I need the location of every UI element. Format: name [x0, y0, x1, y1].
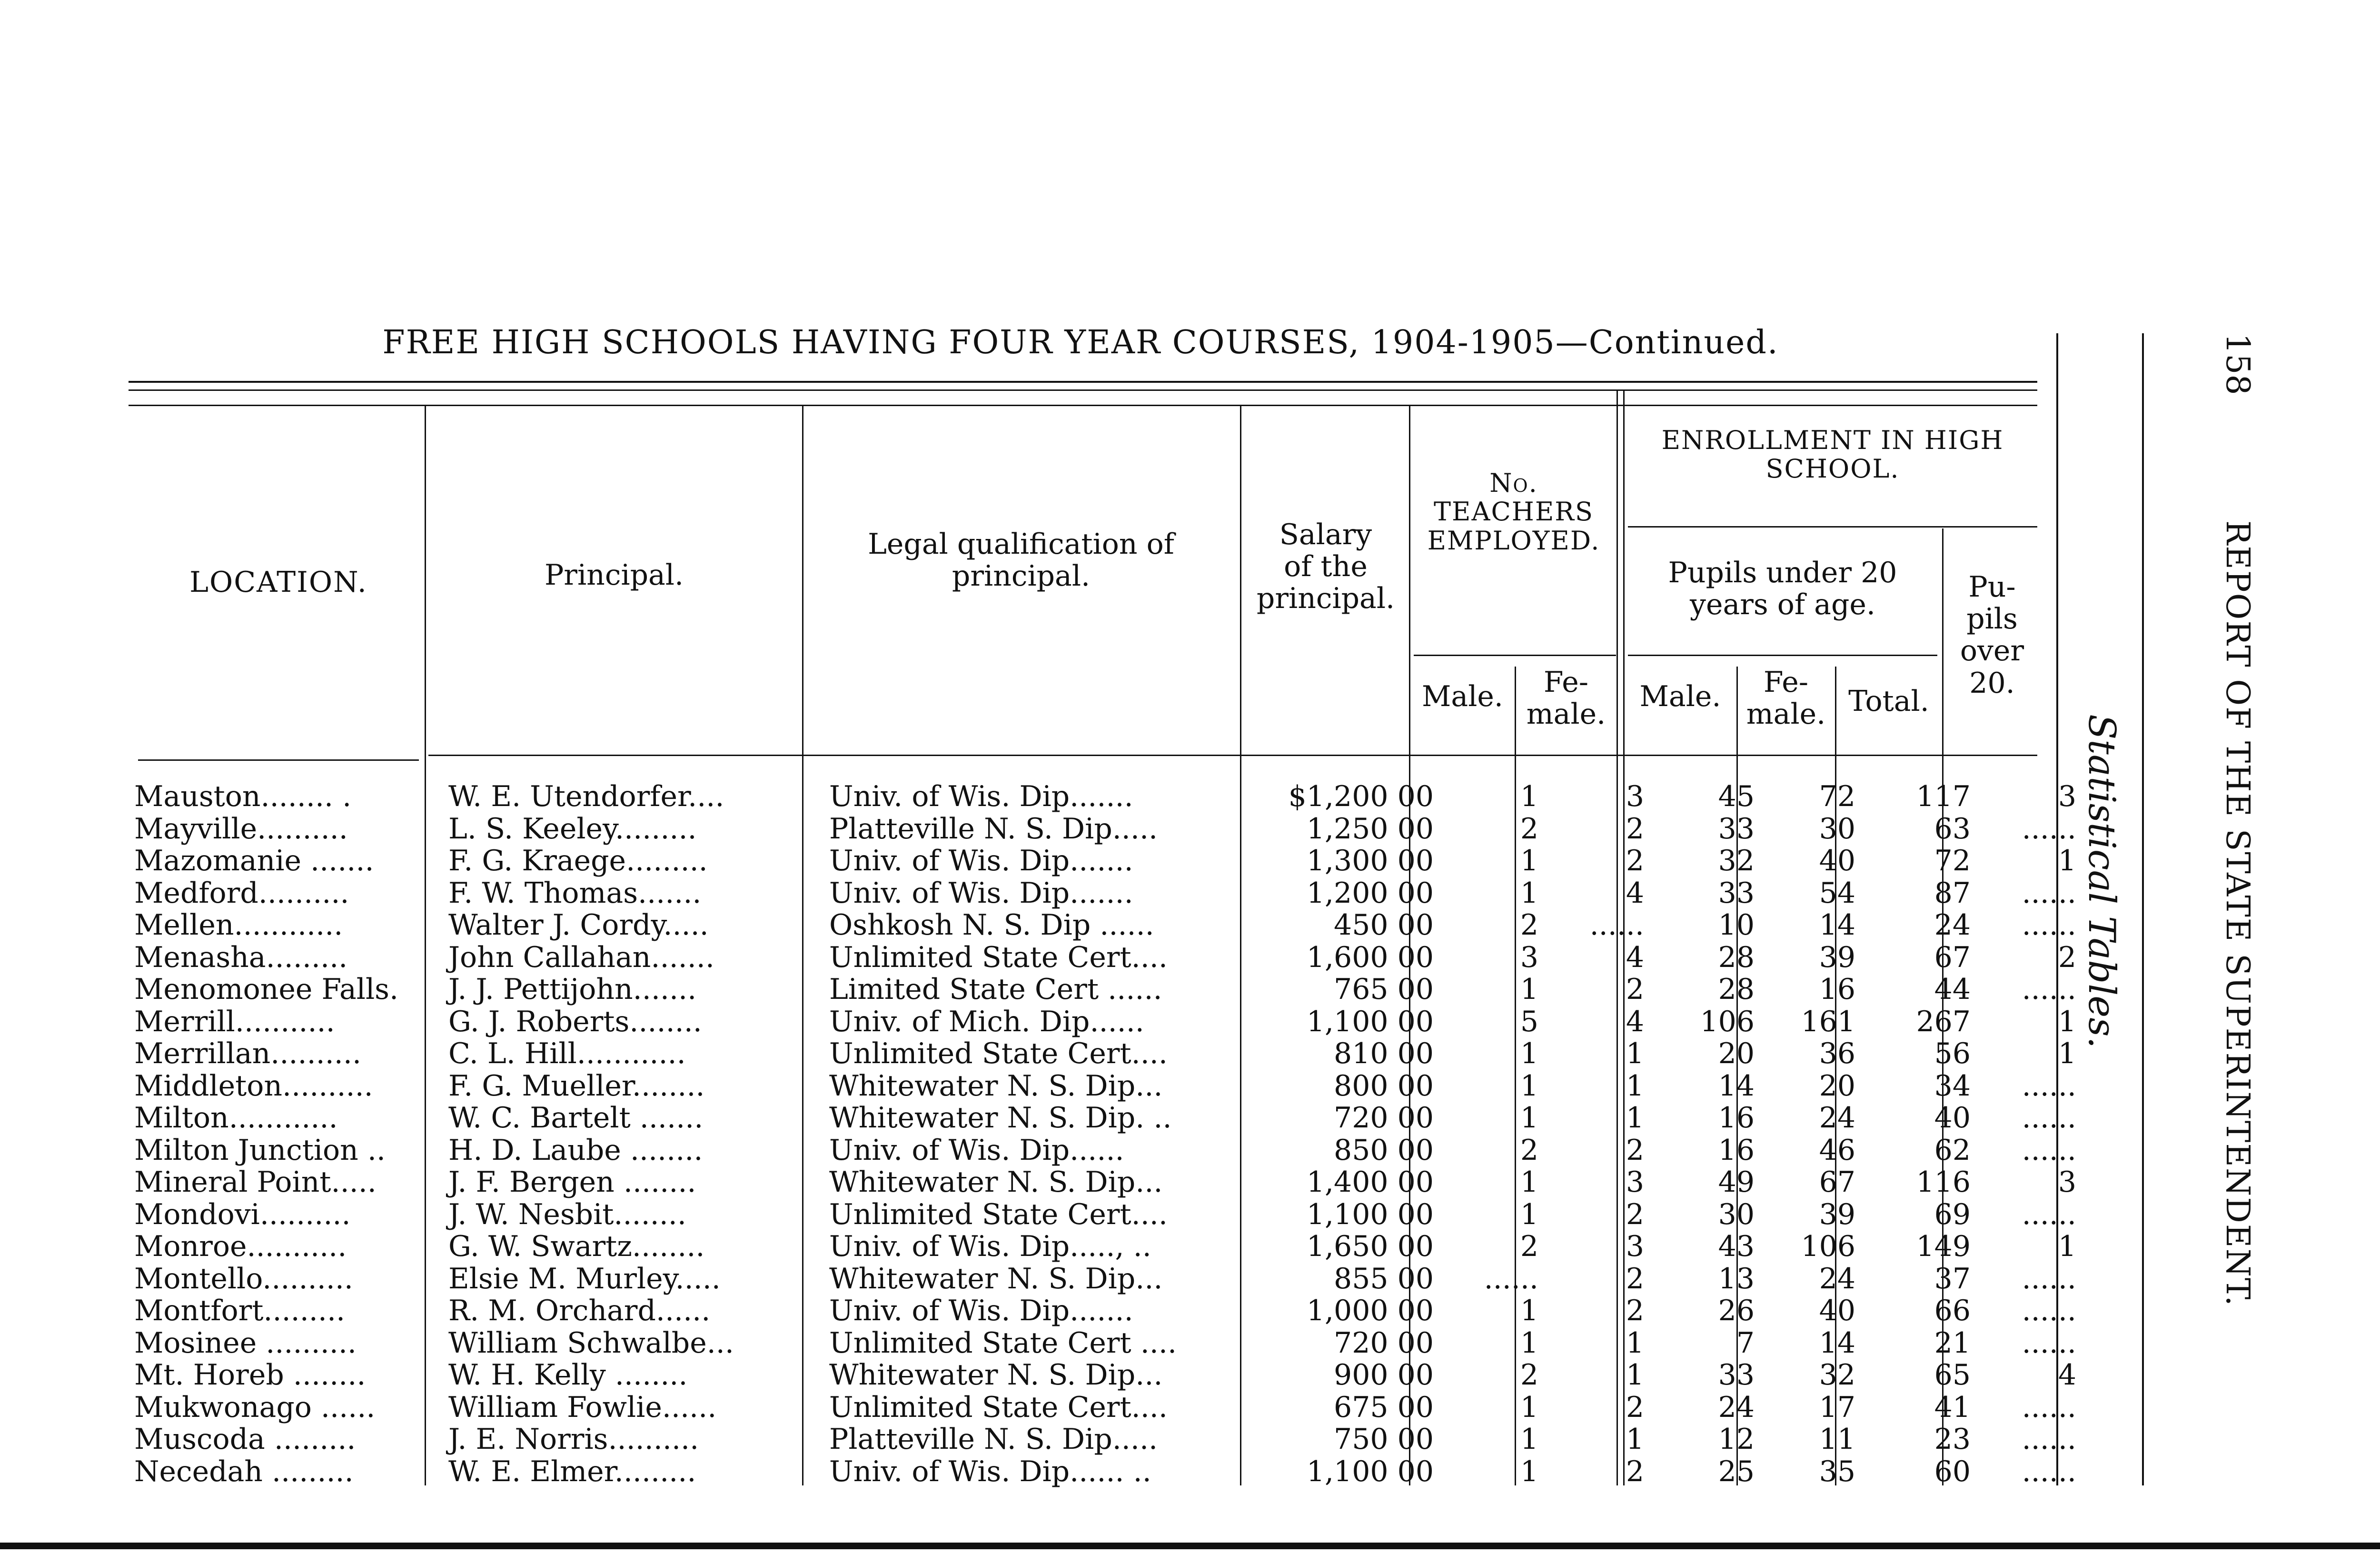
table-row [129, 1295, 2082, 1327]
pupils-male-cell: 49 [1718, 1166, 1755, 1199]
pupils-total-cell: 267 [1916, 1005, 1971, 1038]
legal-qualification-cell: Unlimited State Cert.... [829, 1037, 1168, 1070]
teachers-male-cell: 3 [1520, 940, 1538, 974]
pupils-total-cell: 117 [1916, 780, 1971, 813]
location-cell: Mauston........ . [134, 780, 352, 813]
pupils-male-cell: 14 [1718, 1069, 1755, 1103]
legal-qualification-cell: Univ. of Wis. Dip...... .. [829, 1454, 1151, 1488]
pupils-male-cell: 45 [1718, 780, 1755, 813]
header-enrollment [1626, 426, 2040, 484]
pupils-over-20-cell: ...... [2022, 1069, 2076, 1103]
pupils-female-cell: 14 [1819, 908, 1855, 942]
salary-cell: 810 00 [1334, 1037, 1434, 1070]
location-cell: Mt. Horeb ........ [134, 1358, 366, 1392]
pupils-female-cell: 24 [1819, 1262, 1855, 1295]
table-row [129, 781, 2082, 813]
pupils-over-20-cell: 1 [2058, 1005, 2076, 1038]
location-cell: Mondovi.......... [134, 1197, 351, 1231]
teachers-female-cell: 2 [1626, 844, 1644, 877]
pupils-total-cell: 21 [1934, 1326, 1971, 1360]
legal-qualification-cell: Whitewater N. S. Dip... [829, 1166, 1163, 1199]
header-principal: Principal. [544, 558, 684, 592]
principal-cell: R. M. Orchard...... [448, 1294, 711, 1327]
location-cell: Mukwonago ...... [134, 1390, 376, 1424]
pupils-over-20-cell: 4 [2058, 1358, 2076, 1392]
salary-cell: 855 00 [1334, 1262, 1434, 1295]
location-cell: Menasha......... [134, 940, 348, 974]
teachers-female-cell: 2 [1626, 1390, 1644, 1424]
legal-qualification-cell: Limited State Cert ...... [829, 973, 1162, 1006]
running-head-text: REPORT OF THE STATE SUPERINTENDENT. [2219, 520, 2256, 1307]
legal-qualification-cell: Univ. of Wis. Dip....., .. [829, 1230, 1151, 1263]
teachers-female-cell: 3 [1626, 1166, 1644, 1199]
pupils-female-cell: 16 [1819, 973, 1855, 1006]
principal-cell: William Schwalbe... [448, 1326, 734, 1360]
pupils-female-cell: 35 [1819, 1454, 1855, 1488]
salary-cell: 850 00 [1334, 1133, 1434, 1167]
header-salary [1242, 519, 1409, 615]
teachers-female-cell: 2 [1626, 973, 1644, 1006]
pupils-over-20-cell: ...... [2022, 1101, 2076, 1135]
teachers-male-cell: 1 [1520, 876, 1538, 910]
principal-cell: William Fowlie...... [448, 1390, 717, 1424]
header-over20-line-4: 20. [1969, 666, 2015, 700]
pupils-total-cell: 56 [1934, 1037, 1971, 1070]
teachers-male-cell: 1 [1520, 973, 1538, 1006]
pupils-total-cell: 69 [1934, 1197, 1971, 1231]
header-pupils-female-line-2: male. [1746, 697, 1826, 731]
pupils-female-cell: 161 [1801, 1005, 1855, 1038]
principal-cell: H. D. Laube ........ [448, 1133, 703, 1167]
principal-cell: Walter J. Cordy..... [448, 908, 709, 942]
pupils-over-20-cell: 3 [2058, 1166, 2076, 1199]
pupils-male-cell: 30 [1718, 1197, 1755, 1231]
teachers-male-cell: 2 [1520, 1133, 1538, 1167]
principal-cell: G. W. Swartz........ [448, 1230, 705, 1263]
pupils-total-cell: 37 [1934, 1262, 1971, 1295]
pupils-female-cell: 54 [1819, 876, 1855, 910]
table-row [129, 974, 2082, 1006]
pupils-female-cell: 36 [1819, 1037, 1855, 1070]
teachers-female-cell: 1 [1626, 1037, 1644, 1070]
principal-cell: J. E. Norris.......... [448, 1423, 699, 1456]
principal-cell: W. H. Kelly ........ [448, 1358, 688, 1392]
teachers-male-cell: 1 [1520, 1037, 1538, 1070]
teachers-male-cell: 1 [1520, 1166, 1538, 1199]
salary-cell: 720 00 [1334, 1101, 1434, 1135]
location-cell: Mayville.......... [134, 812, 348, 846]
teachers-male-cell: 1 [1520, 844, 1538, 877]
principal-cell: G. J. Roberts........ [448, 1005, 702, 1038]
pupils-total-cell: 34 [1934, 1069, 1971, 1103]
legal-qualification-cell: Univ. of Wis. Dip...... [829, 1133, 1124, 1167]
pupils-male-cell: 28 [1718, 973, 1755, 1006]
header-rule [129, 405, 2037, 406]
pupils-over-20-cell: ...... [2022, 908, 2076, 942]
section-label: Statistical Tables. [2080, 714, 2123, 1049]
pupils-female-cell: 24 [1819, 1101, 1855, 1135]
teachers-female-cell: 4 [1626, 876, 1644, 910]
legal-qualification-cell: Whitewater N. S. Dip... [829, 1358, 1163, 1392]
pupils-over-20-cell: ...... [2022, 1262, 2076, 1295]
pupils-over-20-cell: ...... [2022, 812, 2076, 846]
header-under20-line-2: years of age. [1690, 588, 1875, 622]
pupils-over-20-cell: ...... [2022, 1454, 2076, 1488]
location-cell: Mosinee .......... [134, 1326, 357, 1360]
teachers-female-cell: 2 [1626, 1133, 1644, 1167]
pupils-over-20-cell: ...... [2022, 1197, 2076, 1231]
pupils-total-cell: 24 [1934, 908, 1971, 942]
running-head [2199, 333, 2256, 1524]
principal-cell: F. G. Mueller........ [448, 1069, 705, 1103]
table-row [129, 1359, 2082, 1392]
pupils-over-20-cell: ...... [2022, 876, 2076, 910]
header-teachers-female-line-2: male. [1526, 697, 1606, 731]
header-teachers-male: Male. [1422, 680, 1503, 713]
legal-qualification-cell: Univ. of Wis. Dip....... [829, 844, 1133, 877]
location-cell: Milton............ [134, 1101, 338, 1135]
pupils-male-cell: 106 [1700, 1005, 1755, 1038]
principal-cell: W. E. Utendorfer.... [448, 780, 724, 813]
principal-cell: J. F. Bergen ........ [448, 1166, 696, 1199]
enroll-subrule [1628, 526, 2037, 528]
teachers-male-cell: 1 [1520, 1423, 1538, 1456]
pupils-female-cell: 40 [1819, 1294, 1855, 1327]
header-teachers-line-2: TEACHERS [1434, 497, 1594, 527]
legal-qualification-cell: Unlimited State Cert.... [829, 1197, 1168, 1231]
pupils-over-20-cell: ...... [2022, 1423, 2076, 1456]
pupils-over-20-cell: 1 [2058, 1230, 2076, 1263]
teachers-male-cell: 2 [1520, 1230, 1538, 1263]
table-row [129, 845, 2082, 877]
principal-cell: F. W. Thomas....... [448, 876, 702, 910]
teachers-female-cell: 4 [1626, 1005, 1644, 1038]
pupils-total-cell: 62 [1934, 1133, 1971, 1167]
pupils-over-20-cell: ...... [2022, 1390, 2076, 1424]
pupils-male-cell: 20 [1718, 1037, 1755, 1070]
pupils-female-cell: 40 [1819, 844, 1855, 877]
legal-qualification-cell: Unlimited State Cert .... [829, 1326, 1177, 1360]
header-pupils-over-20 [1944, 571, 2040, 699]
pupils-over-20-cell: ...... [2022, 1133, 2076, 1167]
pupils-total-cell: 63 [1934, 812, 1971, 846]
salary-cell: $1,200 00 [1288, 780, 1434, 813]
teachers-subrule [1414, 655, 1616, 656]
salary-cell: 1,600 00 [1306, 940, 1434, 974]
pupils-male-cell: 16 [1718, 1133, 1755, 1167]
pupils-female-cell: 39 [1819, 940, 1855, 974]
pupils-female-cell: 11 [1819, 1423, 1855, 1456]
principal-cell: W. C. Bartelt ....... [448, 1101, 704, 1135]
principal-cell: L. S. Keeley......... [448, 812, 697, 846]
location-cell: Merrill........... [134, 1005, 335, 1038]
salary-cell: 1,000 00 [1306, 1294, 1434, 1327]
teachers-female-cell: 3 [1626, 1230, 1644, 1263]
location-cell: Milton Junction .. [134, 1133, 386, 1167]
teachers-male-cell: 2 [1520, 1358, 1538, 1392]
teachers-female-cell: 4 [1626, 940, 1644, 974]
location-underline [138, 759, 419, 761]
location-cell: Mazomanie ....... [134, 844, 374, 877]
header-enrollment-line-2: SCHOOL. [1765, 454, 1900, 484]
header-over20-line-3: over [1960, 634, 2024, 668]
table-row [129, 1231, 2082, 1263]
pupils-total-cell: 44 [1934, 973, 1971, 1006]
pupils-male-cell: 33 [1718, 876, 1755, 910]
principal-cell: Elsie M. Murley..... [448, 1262, 721, 1295]
pupils-total-cell: 116 [1916, 1166, 1971, 1199]
legal-qualification-cell: Univ. of Wis. Dip....... [829, 1294, 1133, 1327]
table-row [129, 942, 2082, 974]
location-cell: Medford.......... [134, 876, 349, 910]
pupils-male-cell: 33 [1718, 812, 1755, 846]
header-teachers-female-line-1: Fe- [1543, 666, 1589, 699]
legal-qualification-cell: Whitewater N. S. Dip. .. [829, 1101, 1172, 1135]
teachers-female-cell: ...... [1589, 908, 1644, 942]
header-pupils-female [1738, 667, 1834, 730]
header-pupils-total: Total. [1848, 685, 1929, 718]
pupils-over-20-cell: ...... [2022, 1326, 2076, 1360]
salary-cell: 1,100 00 [1306, 1005, 1434, 1038]
pupils-male-cell: 13 [1718, 1262, 1755, 1295]
table-row [129, 1166, 2082, 1199]
legal-qualification-cell: Unlimited State Cert.... [829, 940, 1168, 974]
table-row [129, 1456, 2082, 1488]
legal-qualification-cell: Unlimited State Cert.... [829, 1390, 1168, 1424]
teachers-female-cell: 1 [1626, 1358, 1644, 1392]
page-number: 158 [2219, 333, 2256, 395]
principal-cell: John Callahan....... [448, 940, 714, 974]
teachers-female-cell: 1 [1626, 1423, 1644, 1456]
location-cell: Mineral Point..... [134, 1166, 377, 1199]
header-salary-line-3: principal. [1256, 582, 1395, 616]
pupils-male-cell: 32 [1718, 844, 1755, 877]
location-cell: Montello.......... [134, 1262, 353, 1295]
pupils-female-cell: 106 [1801, 1230, 1855, 1263]
pupils-total-cell: 67 [1934, 940, 1971, 974]
teachers-male-cell: ...... [1484, 1262, 1538, 1295]
teachers-female-cell: 3 [1626, 780, 1644, 813]
table-row [129, 1327, 2082, 1360]
schools-table [129, 781, 2082, 1488]
teachers-male-cell: 1 [1520, 1326, 1538, 1360]
table-title: FREE HIGH SCHOOLS HAVING FOUR YEAR COURSES, 1904-1905—Continued. [382, 324, 1779, 361]
table-row [129, 1263, 2082, 1295]
table-row [129, 1038, 2082, 1070]
pupils-male-cell: 28 [1718, 940, 1755, 974]
pupils-over-20-cell: 3 [2058, 780, 2076, 813]
teachers-female-cell: 2 [1626, 1262, 1644, 1295]
principal-cell: C. L. Hill............ [448, 1037, 686, 1070]
location-cell: Merrillan.......... [134, 1037, 362, 1070]
title-rule-bottom [129, 389, 2037, 391]
salary-cell: 1,650 00 [1306, 1230, 1434, 1263]
teachers-female-cell: 2 [1626, 1197, 1644, 1231]
teachers-male-cell: 1 [1520, 1101, 1538, 1135]
salary-cell: 1,300 00 [1306, 844, 1434, 877]
salary-cell: 750 00 [1334, 1423, 1434, 1456]
location-cell: Monroe........... [134, 1230, 347, 1263]
table-row [129, 1135, 2082, 1167]
table-row [129, 1006, 2082, 1038]
salary-cell: 800 00 [1334, 1069, 1434, 1103]
pupils-over-20-cell: 1 [2058, 844, 2076, 877]
header-salary-line-1: Salary [1279, 518, 1372, 551]
salary-cell: 1,400 00 [1306, 1166, 1434, 1199]
teachers-male-cell: 1 [1520, 1197, 1538, 1231]
legal-qualification-cell: Oshkosh N. S. Dip ...... [829, 908, 1154, 942]
teachers-female-cell: 2 [1626, 1454, 1644, 1488]
pupils-total-cell: 65 [1934, 1358, 1971, 1392]
pupils-male-cell: 26 [1718, 1294, 1755, 1327]
pupils-female-cell: 20 [1819, 1069, 1855, 1103]
salary-cell: 1,100 00 [1306, 1454, 1434, 1488]
pupils-total-cell: 23 [1934, 1423, 1971, 1456]
pupils-total-cell: 40 [1934, 1101, 1971, 1135]
principal-cell: J. W. Nesbit........ [448, 1197, 686, 1231]
header-legal-line-2: principal. [952, 559, 1091, 593]
salary-cell: 720 00 [1334, 1326, 1434, 1360]
teachers-male-cell: 1 [1520, 780, 1538, 813]
pupils-female-cell: 17 [1819, 1390, 1855, 1424]
pupils-female-cell: 72 [1819, 780, 1855, 813]
pupils-total-cell: 60 [1934, 1454, 1971, 1488]
header-enrollment-line-1: ENROLLMENT IN HIGH [1661, 425, 2004, 455]
table-row [129, 1392, 2082, 1424]
table-row [129, 877, 2082, 910]
pupils-over-20-cell: 1 [2058, 1037, 2076, 1070]
principal-cell: W. E. Elmer......... [448, 1454, 696, 1488]
teachers-female-cell: 2 [1626, 1294, 1644, 1327]
pupils-total-cell: 66 [1934, 1294, 1971, 1327]
header-bottom-rule [428, 755, 2037, 756]
teachers-male-cell: 1 [1520, 1294, 1538, 1327]
location-cell: Middleton.......... [134, 1069, 373, 1103]
pupils-total-cell: 41 [1934, 1390, 1971, 1424]
pupils-male-cell: 24 [1718, 1390, 1755, 1424]
location-cell: Necedah ......... [134, 1454, 354, 1488]
pupils-male-cell: 12 [1718, 1423, 1755, 1456]
salary-cell: 675 00 [1334, 1390, 1434, 1424]
pupils-male-cell: 10 [1718, 908, 1755, 942]
pupils-male-cell: 7 [1736, 1326, 1755, 1360]
header-pupils-male: Male. [1639, 680, 1721, 713]
location-cell: Mellen............ [134, 908, 343, 942]
legal-qualification-cell: Univ. of Mich. Dip...... [829, 1005, 1144, 1038]
header-pupils-female-line-1: Fe- [1763, 666, 1809, 699]
header-salary-line-2: of the [1284, 550, 1368, 584]
table-row [129, 1102, 2082, 1135]
pupils-male-cell: 25 [1718, 1454, 1755, 1488]
principal-cell: J. J. Pettijohn....... [448, 973, 697, 1006]
under20-subrule [1628, 655, 1937, 656]
header-legal-line-1: Legal qualification of [868, 528, 1174, 561]
header-teachers-employed [1411, 469, 1616, 555]
teachers-female-cell: 1 [1626, 1069, 1644, 1103]
table-row [129, 1199, 2082, 1231]
pupils-total-cell: 72 [1934, 844, 1971, 877]
salary-cell: 900 00 [1334, 1358, 1434, 1392]
title-rule-top [129, 381, 2037, 383]
legal-qualification-cell: Univ. of Wis. Dip....... [829, 780, 1133, 813]
header-teachers-line-3: EMPLOYED. [1427, 525, 1600, 556]
legal-qualification-cell: Platteville N. S. Dip..... [829, 1423, 1158, 1456]
header-pupils-under-20 [1626, 557, 1940, 621]
table-row [129, 1070, 2082, 1103]
salary-cell: 1,250 00 [1306, 812, 1434, 846]
header-over20-line-1: Pu- [1968, 570, 2016, 604]
pupils-female-cell: 30 [1819, 812, 1855, 846]
salary-cell: 450 00 [1334, 908, 1434, 942]
header-location: LOCATION. [189, 566, 367, 599]
teachers-female-cell: 2 [1626, 812, 1644, 846]
table-row [129, 909, 2082, 942]
salary-cell: 765 00 [1334, 973, 1434, 1006]
legal-qualification-cell: Whitewater N. S. Dip... [829, 1262, 1163, 1295]
teachers-male-cell: 1 [1520, 1069, 1538, 1103]
header-teachers-female [1516, 667, 1616, 730]
pupils-female-cell: 14 [1819, 1326, 1855, 1360]
pupils-female-cell: 46 [1819, 1133, 1855, 1167]
pupils-female-cell: 39 [1819, 1197, 1855, 1231]
table-row [129, 813, 2082, 846]
header-legal-qualification [804, 528, 1238, 592]
pupils-over-20-cell: 2 [2058, 940, 2076, 974]
page-bottom-rule [0, 1543, 2380, 1549]
legal-qualification-cell: Platteville N. S. Dip..... [829, 812, 1158, 846]
teachers-female-cell: 1 [1626, 1101, 1644, 1135]
location-cell: Montfort......... [134, 1294, 346, 1327]
location-cell: Menomonee Falls. [134, 973, 399, 1006]
teachers-male-cell: 2 [1520, 812, 1538, 846]
teachers-female-cell: 1 [1626, 1326, 1644, 1360]
pupils-female-cell: 32 [1819, 1358, 1855, 1392]
legal-qualification-cell: Univ. of Wis. Dip....... [829, 876, 1133, 910]
header-over20-line-2: pils [1966, 602, 2018, 636]
pupils-male-cell: 16 [1718, 1101, 1755, 1135]
pupils-male-cell: 43 [1718, 1230, 1755, 1263]
pupils-over-20-cell: ...... [2022, 1294, 2076, 1327]
schools-table-body [129, 781, 2082, 1488]
teachers-male-cell: 5 [1520, 1005, 1538, 1038]
pupils-total-cell: 87 [1934, 876, 1971, 910]
teachers-male-cell: 2 [1520, 908, 1538, 942]
principal-cell: F. G. Kraege......... [448, 844, 708, 877]
legal-qualification-cell: Whitewater N. S. Dip... [829, 1069, 1163, 1103]
teachers-male-cell: 1 [1520, 1390, 1538, 1424]
header-under20-line-1: Pupils under 20 [1668, 556, 1897, 589]
salary-cell: 1,200 00 [1306, 876, 1434, 910]
table-row [129, 1424, 2082, 1456]
right-border-2 [2142, 333, 2144, 1485]
pupils-male-cell: 33 [1718, 1358, 1755, 1392]
salary-cell: 1,100 00 [1306, 1197, 1434, 1231]
location-cell: Muscoda ......... [134, 1423, 356, 1456]
pupils-total-cell: 149 [1916, 1230, 1971, 1263]
pupils-over-20-cell: ...... [2022, 973, 2076, 1006]
header-teachers-line-1: No. [1489, 468, 1538, 498]
pupils-female-cell: 67 [1819, 1166, 1855, 1199]
teachers-male-cell: 1 [1520, 1454, 1538, 1488]
